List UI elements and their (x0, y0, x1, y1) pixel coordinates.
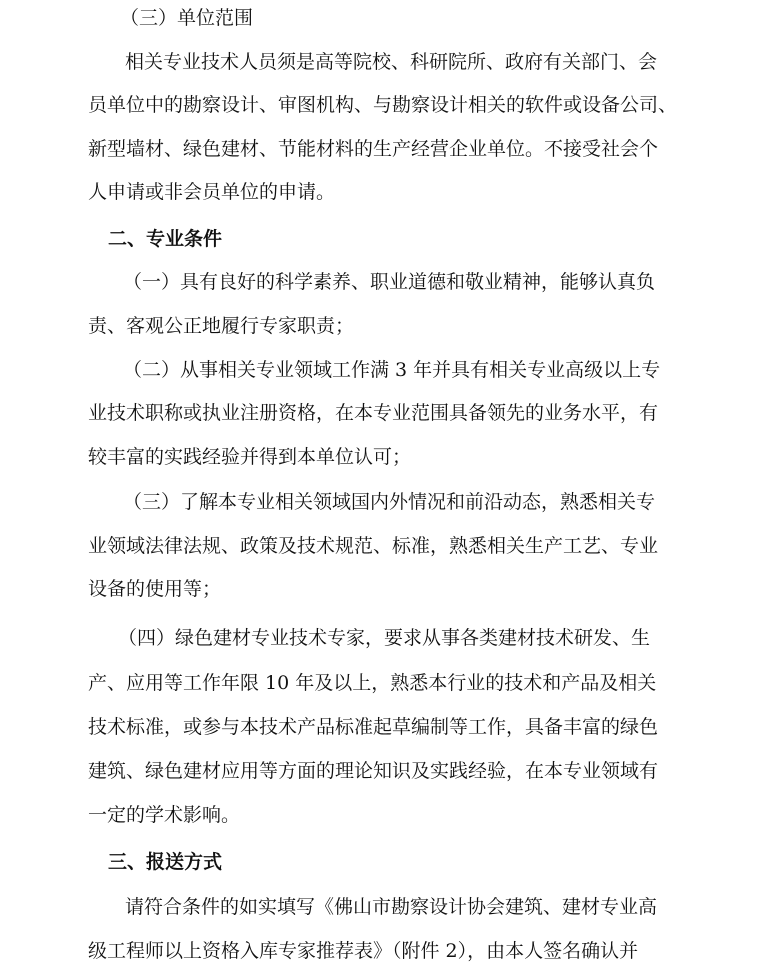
paragraph-line: 业技术职称或执业注册资格，在本专业范围具备领先的业务水平，有 (88, 402, 659, 424)
paragraph-line: 较丰富的实践经验并得到本单位认可； (88, 446, 412, 468)
paragraph-line: 一定的学术影响。 (88, 804, 241, 826)
paragraph-line: （一）具有良好的科学素养、职业道德和敬业精神，能够认真负 (123, 271, 656, 293)
paragraph-line: 技术标准，或参与本技术产品标准起草编制等工作，具备丰富的绿色 (88, 716, 659, 738)
section-heading: 二、专业条件 (108, 228, 223, 250)
paragraph-line: （二）从事相关专业领域工作满 3 年并具有相关专业高级以上专 (123, 359, 661, 381)
paragraph-line: 建筑、绿色建材应用等方面的理论知识及实践经验，在本专业领域有 (88, 760, 659, 782)
section-heading: 三、报送方式 (108, 851, 223, 873)
paragraph-line: （三）了解本专业相关领域国内外情况和前沿动态，熟悉相关专 (123, 491, 656, 513)
paragraph-line: 级工程师以上资格入库专家推荐表》（附件 2），由本人签名确认并 (88, 940, 639, 962)
paragraph-line: 业领域法律法规、政策及技术规范、标准，熟悉相关生产工艺、专业 (88, 535, 659, 557)
paragraph-line: 请符合条件的如实填写《佛山市勘察设计协会建筑、建材专业高 (125, 896, 658, 918)
paragraph-line: 员单位中的勘察设计、审图机构、与勘察设计相关的软件或设备公司、 (88, 94, 678, 116)
paragraph-line: 人申请或非会员单位的申请。 (88, 181, 336, 203)
paragraph-line: 相关专业技术人员须是高等院校、科研院所、政府有关部门、会 (125, 51, 658, 73)
paragraph-line: 设备的使用等； (88, 578, 222, 600)
paragraph-line: （四）绿色建材专业技术专家，要求从事各类建材技术研发、生 (118, 627, 651, 649)
paragraph-line: 新型墙材、绿色建材、节能材料的生产经营企业单位。不接受社会个 (88, 138, 659, 160)
subsection-heading: （三）单位范围 (120, 7, 254, 29)
paragraph-line: 产、应用等工作年限 10 年及以上，熟悉本行业的技术和产品及相关 (88, 672, 657, 694)
paragraph-line: 责、客观公正地履行专家职责； (88, 315, 355, 337)
